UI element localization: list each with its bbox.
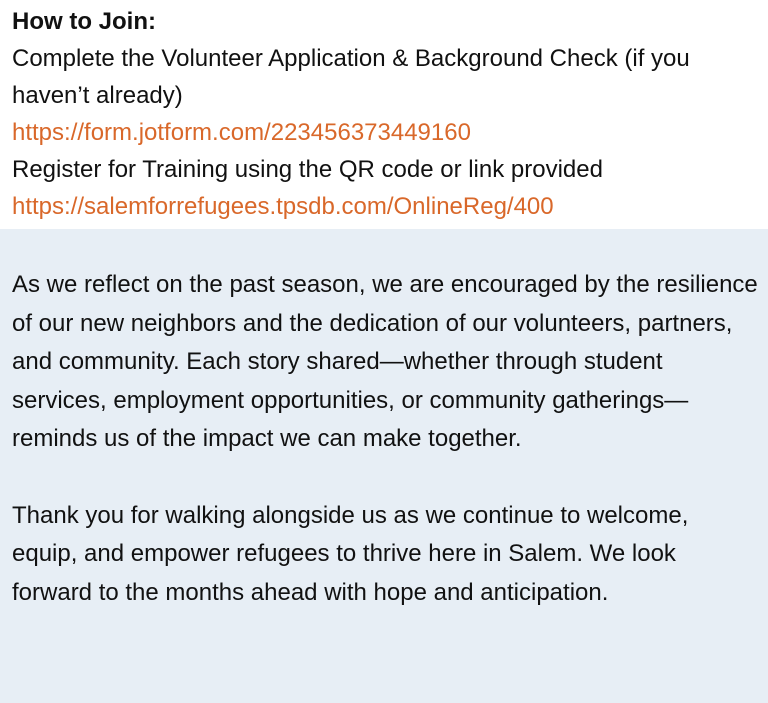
application-form-link[interactable]: https://form.jotform.com/223456373449160 (12, 119, 471, 146)
how-to-join-heading: How to Join: (12, 8, 156, 35)
how-to-join-section (0, 0, 768, 229)
training-registration-link[interactable]: https://salemforrefugees.tpsdb.com/OnlineReg/400 (12, 193, 554, 220)
reflection-paragraph: As we reflect on the past season, we are encouraged by the resilience of our new neighbors and the dedication of our volunteers, partners, and community. Each story shared—whether through student services, employment opportunities, or community gatherings—reminds us of the impact we can make together. (12, 271, 758, 452)
application-step-text: Complete the Volunteer Application & Background Check (if you haven’t already) (12, 45, 690, 109)
reflection-section (0, 229, 768, 703)
thank-you-paragraph: Thank you for walking alongside us as we continue to welcome, equip, and empower refugees to thrive here in Salem. We look forward to the months ahead with hope and anticipation. (12, 501, 689, 606)
training-step-text: Register for Training using the QR code or link provided (12, 156, 603, 183)
